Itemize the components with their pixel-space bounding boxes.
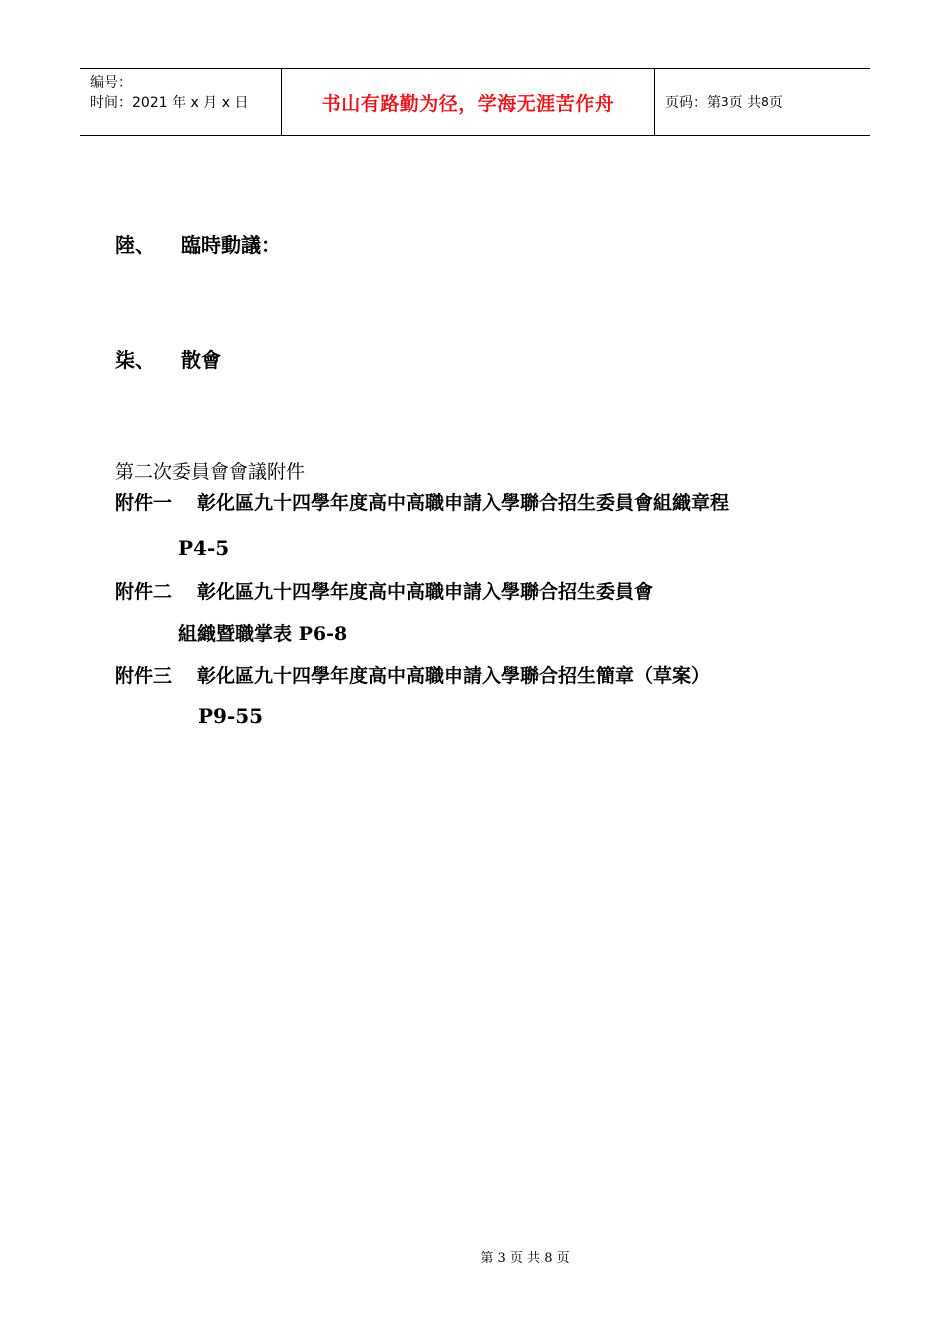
attachment-label: 附件一 [115, 492, 173, 514]
section-extempore-motion [115, 229, 281, 258]
page-header [80, 68, 870, 136]
header-page-info [655, 69, 870, 135]
page-info-prefix: 页码：第 [665, 95, 721, 111]
header-meta [80, 69, 282, 135]
code-label: 编号： [90, 75, 132, 91]
attachment-item-3 [115, 661, 710, 688]
section-number: 柒、 [115, 348, 155, 372]
attachment-text: 彰化區九十四學年度高中高職申請入學聯合招生委員會組織章程 [197, 492, 730, 514]
attachment-page-1: P4-5 [178, 536, 230, 560]
attachments-title: 第二次委員會會議附件 [115, 461, 306, 483]
page-footer: 第 3 页 共 8 页 [480, 1251, 570, 1266]
section-title: 臨時動議： [181, 233, 281, 257]
attachment-item-2 [115, 577, 653, 604]
attachment-page-3: P9-55 [198, 704, 264, 728]
attachment-label: 附件三 [115, 665, 173, 687]
section-number: 陸、 [115, 233, 155, 257]
attachment-text: 彰化區九十四學年度高中高職申請入學聯合招生委員會 [197, 581, 654, 603]
attachment-text: 彰化區九十四學年度高中高職申請入學聯合招生簡章（草案） [197, 665, 711, 687]
attachment-item-1 [115, 488, 729, 515]
attachment-text-2-continued: 組織暨職掌表 P6-8 [178, 623, 348, 645]
time-label: 时间：2021 年 x 月 x 日 [90, 95, 249, 111]
page-info-mid: 页 共 [728, 95, 762, 111]
page-total: 8 [761, 95, 769, 109]
section-title: 散會 [181, 348, 221, 372]
header-motto: 书山有路勤为径，学海无涯苦作舟 [282, 69, 655, 135]
attachment-label: 附件二 [115, 581, 173, 603]
page-current: 3 [721, 95, 729, 109]
section-adjourn [115, 344, 221, 373]
page-info-suffix: 页 [768, 95, 783, 111]
